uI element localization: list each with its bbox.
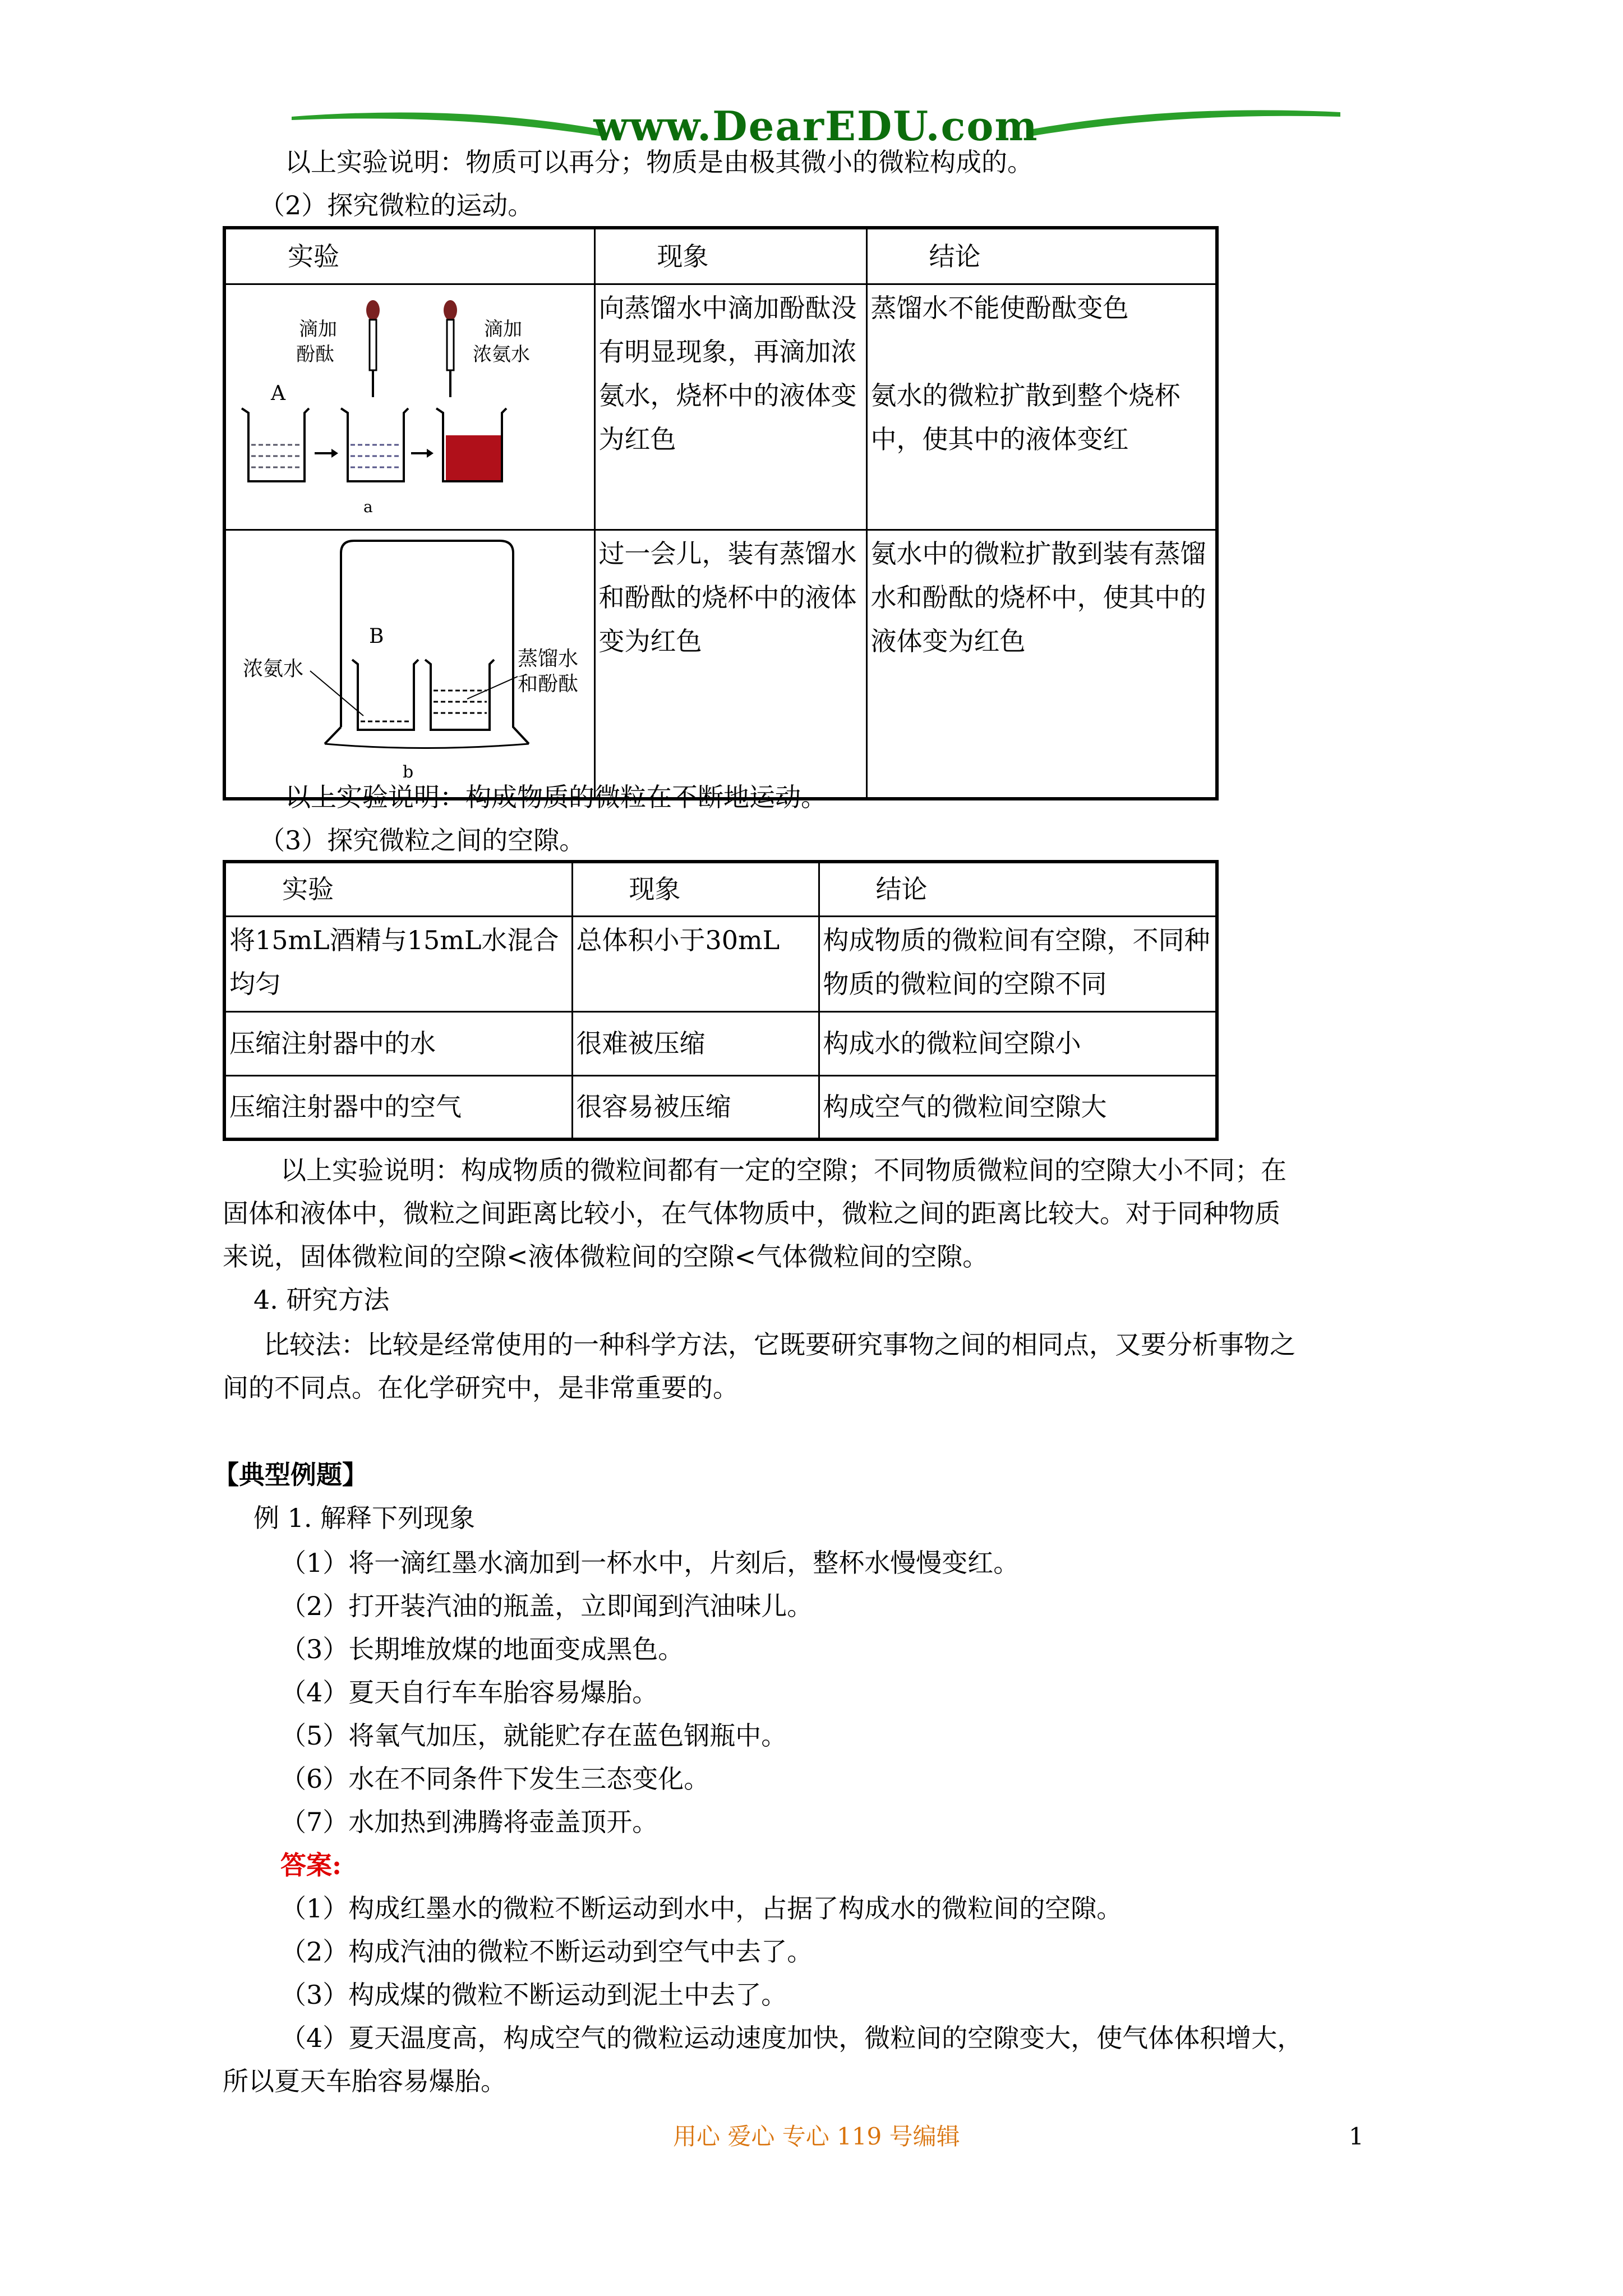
table-row	[224, 1075, 1217, 1139]
conclusion-line-2: 固体和液体中，微粒之间距离比较小，在气体物质中，微粒之间的距离比较大。对于同种物质	[223, 1198, 1280, 1228]
example-item: （5）将氧气加压，就能贮存在蓝色钢瓶中。	[280, 1720, 787, 1751]
beaker-label-a: A	[271, 381, 285, 405]
table-row	[224, 916, 1217, 1011]
beaker-icon	[242, 408, 309, 481]
conclusion-cell: 构成空气的微粒间空隙大	[819, 1075, 1217, 1139]
figure-caption-b: b	[403, 762, 414, 782]
conclusion-motion: 以上实验说明：构成物质的微粒在不断地运动。	[285, 782, 827, 812]
method-line-2: 间的不同点。在化学研究中，是非常重要的。	[223, 1373, 739, 1403]
phenomenon-cell: 很难被压缩	[572, 1011, 819, 1075]
table-row	[224, 1011, 1217, 1075]
beaker-drop-diagram	[226, 285, 593, 516]
drop-label-2a: 滴加	[484, 318, 522, 341]
experiment-cell: 压缩注射器中的水	[224, 1011, 572, 1075]
example-item: （3）长期堆放煤的地面变成黑色。	[280, 1634, 684, 1664]
example-item: （7）水加热到沸腾将壶盖顶开。	[280, 1807, 658, 1837]
method-heading: 4. 研究方法	[253, 1285, 390, 1315]
conclusion-divisible: 以上实验说明：物质可以再分；物质是由极其微小的微粒构成的。	[285, 147, 1033, 177]
answer-continuation: 所以夏天车胎容易爆胎。	[223, 2066, 506, 2096]
dropper-icon	[444, 300, 457, 397]
table-header-experiment: 实验	[224, 228, 594, 284]
pointer-line	[467, 677, 518, 699]
experiment-figure-a-cell	[224, 284, 594, 530]
method-line-1: 比较法：比较是经常使用的一种科学方法，它既要研究事物之间的相同点，又要分析事物之	[264, 1329, 1295, 1360]
experiment-cell: 压缩注射器中的空气	[224, 1075, 572, 1139]
phenomenon-cell-a: 向蒸馏水中滴加酚酞没有明显现象，再滴加浓氨水，烧杯中的液体变为红色	[594, 284, 866, 530]
phenomenon-cell-b: 过一会儿，装有蒸馏水和酚酞的烧杯中的液体变为红色	[594, 530, 866, 799]
conclusion-a-part2: 氨水的微粒扩散到整个烧杯中，使其中的液体变红	[870, 380, 1181, 454]
drop-label-1b: 酚酞	[296, 343, 334, 366]
conclusion-cell-a	[866, 284, 1217, 530]
conclusion-line-1: 以上实验说明：构成物质的微粒间都有一定的空隙；不同物质微粒间的空隙大小不同；在	[280, 1155, 1287, 1185]
water-label-1: 蒸馏水	[518, 647, 579, 670]
conclusion-line-3: 来说，固体微粒间的空隙<液体微粒间的空隙<气体微粒间的空隙。	[223, 1241, 989, 1272]
experiment-figure-b-cell	[224, 530, 594, 799]
beaker-icon	[341, 408, 408, 481]
table-header-conclusion: 结论	[819, 862, 1217, 916]
footer-text: 用心 爱心 专心 119 号编辑	[673, 2123, 960, 2150]
arrow-icon	[331, 449, 338, 458]
bell-jar-diagram	[226, 531, 593, 784]
experiment-cell: 将15mL酒精与15mL水混合均匀	[224, 916, 572, 1011]
conclusion-cell-b: 氨水中的微粒扩散到装有蒸馏水和酚酞的烧杯中，使其中的液体变为红色	[866, 530, 1217, 799]
example-item: （1）将一滴红墨水滴加到一杯水中，片刻后，整杯水慢慢变红。	[280, 1548, 1020, 1578]
dropper-icon	[366, 300, 380, 397]
water-label-2: 和酚酞	[518, 672, 579, 696]
motion-experiment-table	[223, 226, 1219, 800]
examples-heading: 【典型例题】	[213, 1460, 368, 1490]
page-number: 1	[1349, 2123, 1364, 2150]
table-header-experiment: 实验	[224, 862, 572, 916]
logo-text: www.DearEDU.com	[593, 102, 1039, 150]
answer-item: （1）构成红墨水的微粒不断运动到水中，占据了构成水的微粒间的空隙。	[280, 1893, 1123, 1924]
table-header-phenomenon: 现象	[572, 862, 819, 916]
red-beaker-icon	[436, 408, 506, 481]
answer-item: （4）夏天温度高，构成空气的微粒运动速度加快，微粒间的空隙变大，使气体体积增大，	[280, 2023, 1303, 2053]
conclusion-a-part1: 蒸馏水不能使酚酞变色	[870, 292, 1129, 323]
answer-item: （2）构成汽油的微粒不断运动到空气中去了。	[280, 1936, 813, 1967]
answer-label: 答案:	[280, 1850, 342, 1880]
drop-label-2b: 浓氨水	[473, 343, 530, 366]
phenomenon-cell: 很容易被压缩	[572, 1075, 819, 1139]
table-header-phenomenon: 现象	[594, 228, 866, 284]
section-heading-motion: （2）探究微粒的运动。	[259, 190, 534, 220]
pointer-line	[310, 671, 363, 716]
conclusion-cell: 构成物质的微粒间有空隙，不同种物质的微粒间的空隙不同	[819, 916, 1217, 1011]
answer-item: （3）构成煤的微粒不断运动到泥土中去了。	[280, 1980, 787, 2010]
beaker-label-b: B	[369, 624, 384, 648]
ammonia-label: 浓氨水	[243, 657, 304, 680]
gap-experiment-table	[223, 860, 1219, 1141]
example-item: （2）打开装汽油的瓶盖，立即闻到汽油味儿。	[280, 1591, 813, 1621]
section-heading-gaps: （3）探究微粒之间的空隙。	[259, 825, 585, 855]
example-1-title: 例 1. 解释下列现象	[253, 1503, 476, 1533]
figure-caption-a: a	[363, 497, 373, 516]
conclusion-cell: 构成水的微粒间空隙小	[819, 1011, 1217, 1075]
beaker-icon	[425, 660, 494, 730]
arrow-icon	[427, 449, 434, 458]
example-item: （6）水在不同条件下发生三态变化。	[280, 1764, 710, 1794]
phenomenon-cell: 总体积小于30mL	[572, 916, 819, 1011]
drop-label-1a: 滴加	[299, 318, 337, 341]
table-header-conclusion: 结论	[866, 228, 1217, 284]
beaker-icon	[352, 660, 418, 730]
example-item: （4）夏天自行车车胎容易爆胎。	[280, 1677, 658, 1708]
